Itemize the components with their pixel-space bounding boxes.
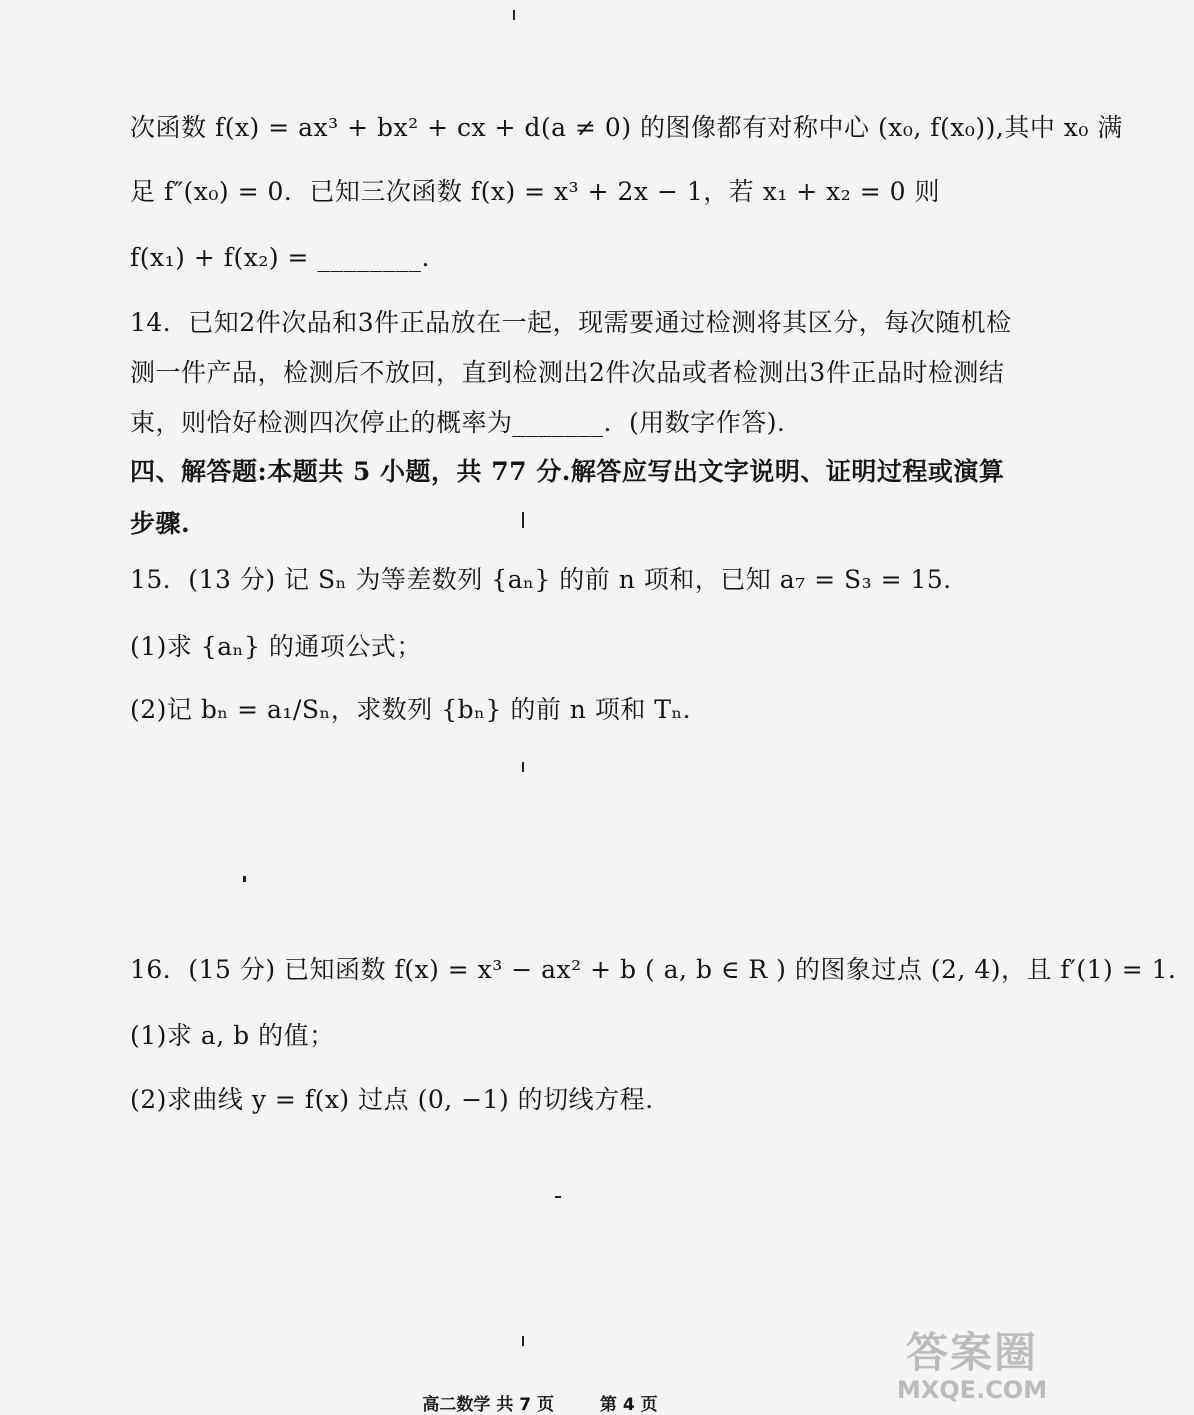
q14-line-1: 14．已知2件次品和3件正品放在一起，现需要通过检测将其区分，每次随机检 — [130, 308, 1012, 337]
q13-continued-line-2: 足 f″(x₀) = 0．已知三次函数 f(x) = x³ + 2x − 1，若 x₁ + x₂ = 0 则 — [130, 177, 940, 206]
footer-total-pages: 高二数学 共 7 页 — [422, 1395, 554, 1415]
scan-speck — [522, 512, 524, 528]
footer-page-number: 第 4 页 — [599, 1395, 658, 1415]
q14-line-3: 束，则恰好检测四次停止的概率为_______．(用数字作答)． — [130, 408, 803, 437]
q15-stem: 15．(13 分) 记 Sₙ 为等差数列 {aₙ} 的前 n 项和，已知 a₇ = S₃ = 15． — [130, 565, 969, 594]
q14-line-2: 测一件产品，检测后不放回，直到检测出2件次品或者检测出3件正品时检测结 — [130, 358, 1005, 387]
scan-speck — [513, 10, 515, 20]
watermark-bottom-text: MXQE.COM — [896, 1376, 1048, 1404]
scan-speck — [243, 876, 246, 882]
q16-stem: 16．(15 分) 已知函数 f(x) = x³ − ax² + b ( a, b ∈ R ) 的图象过点 (2, 4)，且 f′(1) = 1． — [130, 955, 1194, 984]
scan-speck — [555, 1196, 561, 1198]
q15-part-2: (2)记 bₙ = a₁/Sₙ，求数列 {bₙ} 的前 n 项和 Tₙ． — [130, 695, 709, 724]
q13-answer-blank-line: f(x₁) + f(x₂) = ________. — [130, 243, 430, 272]
q13-continued-line-1: 次函数 f(x) = ax³ + bx² + cx + d(a ≠ 0) 的图像都有对称中心 (x₀, f(x₀)),其中 x₀ 满 — [130, 113, 1123, 142]
watermark-top-text: 答案圈 — [905, 1328, 1038, 1377]
watermark-logo — [882, 1330, 1062, 1408]
section-4-heading: 四、解答题:本题共 5 小题，共 77 分.解答应写出文字说明、证明过程或演算 — [130, 457, 1005, 486]
q15-part-1: (1)求 {aₙ} 的通项公式； — [130, 632, 422, 661]
scan-speck — [522, 1336, 524, 1346]
q16-part-2: (2)求曲线 y = f(x) 过点 (0, −1) 的切线方程. — [130, 1085, 654, 1114]
section-4-heading-continued: 步骤. — [130, 509, 191, 538]
q16-part-1: (1)求 a, b 的值； — [130, 1021, 335, 1050]
scan-speck — [522, 762, 524, 772]
